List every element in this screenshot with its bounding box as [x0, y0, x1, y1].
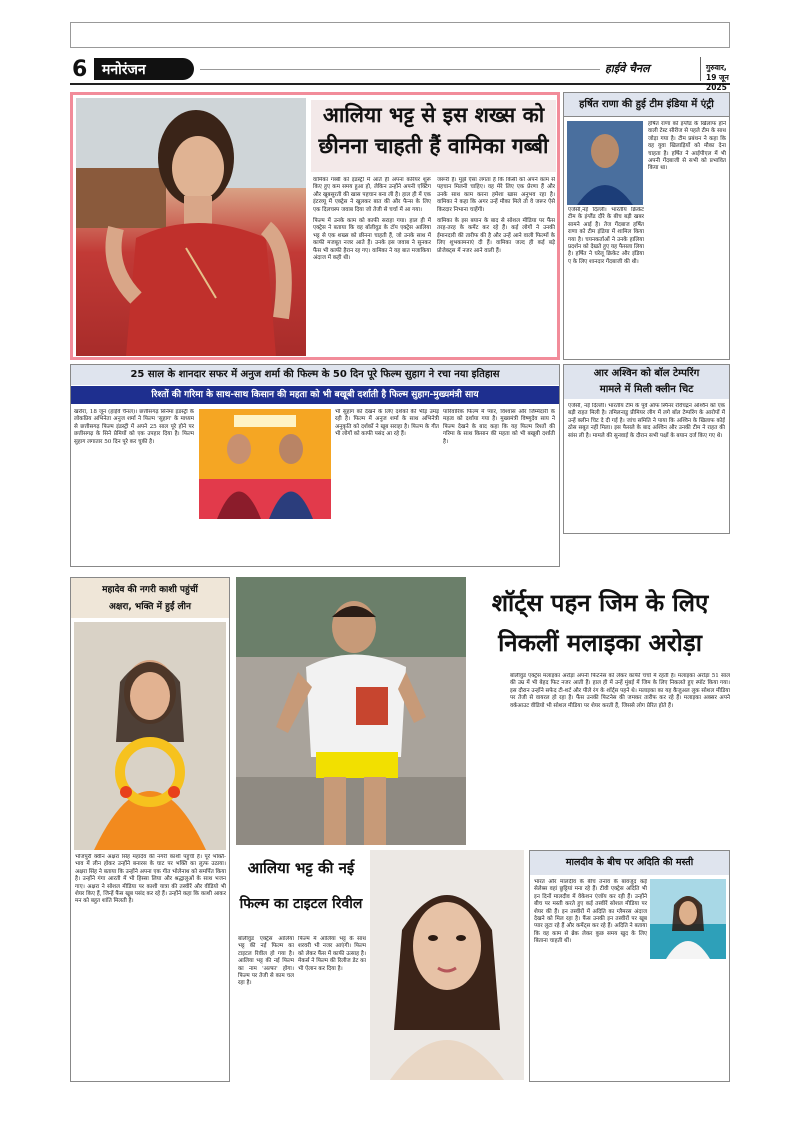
- akshara-photo: [74, 622, 226, 850]
- aditi-story: [529, 850, 730, 1082]
- alia-story: [236, 850, 526, 1082]
- malaika-headline-box: [470, 583, 730, 667]
- harshit-col2: हर्षित राणा को इंग्लैंड के खिलाफ होने वाली टेस्ट सीरीज से पहले टीम के साथ जोड़ा गया है। टीम प्रबंधन ने कहा कि वह युवा खिलाड़ियों को मौका देना चाहता है। हर्षित ने आईपीएल में भी अपनी गेंदबाजी से सभी को प्रभावित किया था।: [648, 121, 726, 172]
- aditi-photo-spacer: [647, 879, 727, 961]
- suhaag-headline: 25 साल के शानदार सफर में अनुज शर्मा की फिल्म के 50 दिन पूरे फिल्म सुहाग ने रचा नया इतिहास: [130, 369, 500, 380]
- suhaag-poster-art: [199, 409, 331, 519]
- wamiqa-headline-line1: आलिया भट्ट से इस शख्स को: [322, 103, 545, 127]
- wamiqa-col2: [437, 177, 555, 355]
- akshara-photo-art: [74, 622, 226, 850]
- akshara-headline-line1: महादेव की नगरी काशी पहुंचीं: [102, 585, 198, 595]
- harshit-headline-box: [564, 93, 729, 117]
- page-header: [70, 55, 730, 92]
- suhaag-subhead: रिश्तों की गरिमा के साथ-साथ किसान की महता को भी बखूबी दर्शाती है फिल्म सुहाग-मुख्यमंत्री साय: [151, 390, 479, 400]
- wamiqa-col1: [313, 177, 431, 355]
- harshit-photo-art: [567, 121, 643, 205]
- suhaag-col2: भी सुहाग को देखने के लिए दर्शकों की भीड़ उमड़ रही है। फिल्म में अनुज शर्मा के साथ अभिनेत्री अनुकृति को दर्शकों ने खूब सराहा है। फिल्म के गीत भी लोगों को काफी पसंद आ रहे हैं।: [335, 409, 439, 438]
- ashwin-headline-line2: मामले में मिली क्लीन चिट: [599, 384, 694, 395]
- wamiqa-col2-para1: जरूरी है। मुझे ऐसा लगता है कि किसी को अपने काम से पहचान मिलनी चाहिए। वह मेरे लिए एक प्रेरणा हैं और उनके साथ काम करना हमेशा खास अनुभव रहा है। वामिका ने कहा कि अगर उन्हें मौका मिले तो वे जरूर ऐसे किरदार निभाना चाहेंगी।: [437, 177, 555, 213]
- aditi-headline-box: [530, 851, 729, 875]
- suhaag-subhead-bar: [71, 386, 559, 404]
- brand-name: हाईवे चैनल: [605, 62, 650, 75]
- wamiqa-headline-box: [311, 100, 556, 172]
- harshit-headline: हर्षित राणा की हुई टीम इंडिया में एंट्री: [579, 99, 714, 110]
- malaika-headline-line2: निकलीं मलाइका अरोड़ा: [498, 629, 702, 657]
- akshara-headline-line2: अक्षरा, भक्ति में हुईं लीन: [109, 602, 191, 612]
- header-divider: [700, 57, 701, 81]
- malaika-story: [236, 577, 730, 845]
- harshit-photo: [567, 121, 643, 205]
- akshara-body: भोजपुरी क्वीन अक्षरा सिंह महादेव की नगरी काशी पहुंचीं हैं। पूरे भक्ति-भाव में लीन होकर उन्होंने बनारस के घाट पर भक्ति का लुत्फ उठाया। अक्षरा सिंह ने बताया कि उन्होंने अपना एक गीत भोलेनाथ को समर्पित किया है। उन्होंने गंगा आरती में भी हिस्सा लिया और श्रद्धालुओं के साथ भजन गाए। अक्षरा ने सोशल मीडिया पर काशी यात्रा की तस्वीरें और वीडियो भी शेयर किए हैं, जिन्हें फैंस खूब पसंद कर रहे हैं। उन्होंने कहा कि काशी आकर मन को बहुत शांति मिलती है।: [75, 854, 226, 905]
- wamiqa-col2-para2: वामिका के इस बयान के बाद से सोशल मीडिया पर फैंस तरह-तरह के कमेंट कर रहे हैं। कई लोगों ने उनकी ईमानदारी की तारीफ की है और उन्हें आने वाली फिल्मों के लिए शुभकामनाएं दी हैं। वामिका जल्द ही कई बड़े प्रोजेक्ट्स में नजर आने वाली हैं।: [437, 218, 555, 254]
- aditi-body: भारत और मालदीव के बीच तनाव के बावजूद कई सेलेब्स वहां छुट्टियां मना रहे हैं। टीवी एक्ट्रेस अदिति भी इन दिनों मालदीव में वेकेशन एंजॉय कर रही हैं। उन्होंने बीच पर मस्ती करते हुए कई तस्वीरें सोशल मीडिया पर शेयर की हैं। इन तस्वीरों में अदिति का ग्लैमरस अंदाज देखने को मिल रहा है। फैंस उनकी इन तस्वीरों पर खूब प्यार लुटा रहे हैं और कमेंट्स कर रहे हैं। अदिति ने बताया कि वह काम से ब्रेक लेकर कुछ समय खुद के लिए बिताना चाहती थीं।: [534, 879, 727, 1079]
- wamiqa-photo: [76, 98, 306, 356]
- ashwin-body: एजेंसी, नई दिल्ली। भारतीय टीम के पूर्व ऑफ स्पिनर रविचंद्रन अश्विन को एक बड़ी राहत मिली है। तमिलनाडु प्रीमियर लीग में लगे बॉल टेम्परिंग के आरोपों में उन्हें क्लीन चिट दे दी गई है। जांच समिति ने पाया कि अश्विन के खिलाफ कोई ठोस सबूत नहीं मिला। इस फैसले के बाद अश्विन और उनकी टीम ने राहत की सांस ली है। मामले की सुनवाई के दौरान सभी पक्षों के बयान दर्ज किए गए थे।: [568, 403, 725, 439]
- issue-date: गुरुवार, 19 जून 2025: [706, 63, 729, 92]
- malaika-headline-line1: शॉर्ट्स पहन जिम के लिए: [491, 589, 709, 617]
- aditi-headline: मालदीव के बीच पर अदिति की मस्ती: [565, 857, 694, 868]
- top-rule: [70, 22, 730, 48]
- alia-photo-art: [370, 850, 524, 1080]
- alia-headline-box: [236, 850, 366, 932]
- alia-headline-line1: आलिया भट्ट की नई: [247, 859, 355, 877]
- ashwin-story: [563, 364, 730, 534]
- section-badge: [94, 58, 194, 80]
- wamiqa-photo-art: [76, 98, 306, 356]
- alia-col2: फिल्म में आलिया भट्ट के साथ शरवरी भी नजर आएंगी। फिल्म को लेकर फैंस में काफी उत्साह है। मेकर्स ने फिल्म की रिलीज डेट का भी ऐलान कर दिया है।: [298, 936, 366, 972]
- ashwin-headline-line1: आर अश्विन को बॉल टेम्परिंग: [593, 368, 700, 379]
- alia-photo: [370, 850, 524, 1080]
- suhaag-col3: पारिवारिक फिल्म में प्यार, विश्वास और जिम्मेदारी के महत्व को दर्शाया गया है। मुख्यमंत्री विष्णुदेव साय ने फिल्म देखने के बाद कहा कि यह फिल्म रिश्तों की गरिमा के साथ किसान की महता को भी बखूबी दर्शाती है।: [443, 409, 555, 445]
- suhaag-headline-box: [71, 365, 559, 385]
- harshit-col1: एजेंसी,नई दिल्ली। भारतीय क्रिकेट टीम के इंग्लैंड दौरे के बीच बड़ी खबर सामने आई है। तेज गेंदबाज हर्षित राणा को टीम इंडिया में शामिल किया गया है। चयनकर्ताओं ने उनके हालिया प्रदर्शन को देखते हुए यह फैसला लिया है। हर्षित ने घरेलू क्रिकेट और इंडिया ए के लिए शानदार गेंदबाजी की थी।: [568, 207, 644, 265]
- wamiqa-headline-line2: छीनना चाहती हैं वामिका गब्बी: [318, 134, 549, 158]
- alia-headline-line2: फिल्म का टाइटल रिवील: [239, 896, 363, 912]
- malaika-photo-art: [236, 577, 466, 845]
- suhaag-col1: खरोरा, 18 जून (हाईवे चैनल)। छत्तीसगढ़ सिनेमा इंडस्ट्री के लोकप्रिय अभिनेता अनुज शर्मा ने फिल्म 'सुहाग' के माध्यम से छत्तीसगढ़ फिल्म इंडस्ट्री में अपने 25 साल पूरे होने पर छत्तीसगढ़ के सिने प्रेमियों को एक उपहार दिया है। फिल्म सुहाग लगातार 50 दिन पूरे कर चुकी है।: [74, 409, 194, 445]
- wamiqa-col1-para2: फिल्म में उनके काम को काफी सराहा गया। हाल ही में एक्ट्रेस ने बताया कि वह बॉलीवुड के टॉप एक्ट्रेस आलिया भट्ट से एक शख्स को छीनना चाहती हैं, जो उनके साथ में काफी मजबूत नजर आते हैं। उनके इस जवाब ने सुनकर फैंस भी काफी हैरान रह गए। वामिका ने यह बात मजाकिया अंदाज में कही थी।: [313, 218, 431, 262]
- harshit-story: [563, 92, 730, 360]
- page-number: 6: [72, 57, 88, 82]
- ashwin-headline-box: [564, 365, 729, 399]
- malaika-photo: [236, 577, 466, 845]
- suhaag-poster: [199, 409, 331, 519]
- akshara-story: [70, 577, 230, 1082]
- suhaag-story: [70, 364, 560, 567]
- wamiqa-col1-para1: वामिका गब्बी को इंडस्ट्री में आते ही अपना करियर शुरू किए हुए कम समय हुआ हो, लेकिन उन्होंने अपनी एक्टिंग और खूबसूरती की खास पहचान बना ली है। हाल ही में एक इंटरव्यू में एक्ट्रेस ने खुलकर बात की और फैन्स के लिए एक दिलचस्प जवाब दिया जो तेजी से चर्चा में आ गया।: [313, 177, 431, 213]
- header-fill-line: [200, 69, 600, 70]
- malaika-body: बॉलीवुड एक्ट्रेस मलाइका अरोड़ा अपनी फिटनेस को लेकर काफी चर्चा में रहती हैं। मलाइका अरोड़ा 51 साल की उम्र में भी बेहद फिट नजर आती हैं। हाल ही में उन्हें मुंबई में जिम के लिए निकलते हुए स्पॉट किया गया। इस दौरान उन्होंने सफेद टी-शर्ट और पीले रंग के शॉर्ट्स पहने थे। मलाइका का यह कैजुअल लुक सोशल मीडिया पर तेजी से वायरल हो रहा है। फैंस उनकी फिटनेस की जमकर तारीफ कर रहे हैं। मलाइका अक्सर अपने वर्कआउट वीडियो भी सोशल मीडिया पर शेयर करती हैं, जिससे लोग प्रेरित होते हैं।: [510, 673, 730, 709]
- section-title: मनोरंजन: [102, 62, 146, 78]
- alia-col1: बॉलीवुड एक्ट्रेस आलिया भट्ट की नई फिल्म का टाइटल रिवील हो गया है। आलिया भट्ट की नई फिल्म का नाम 'अल्फा' होगा। फिल्म पर तेजी से काम चल रहा है।: [238, 936, 294, 987]
- akshara-headline-box: [71, 578, 229, 618]
- wamiqa-story: [70, 92, 560, 360]
